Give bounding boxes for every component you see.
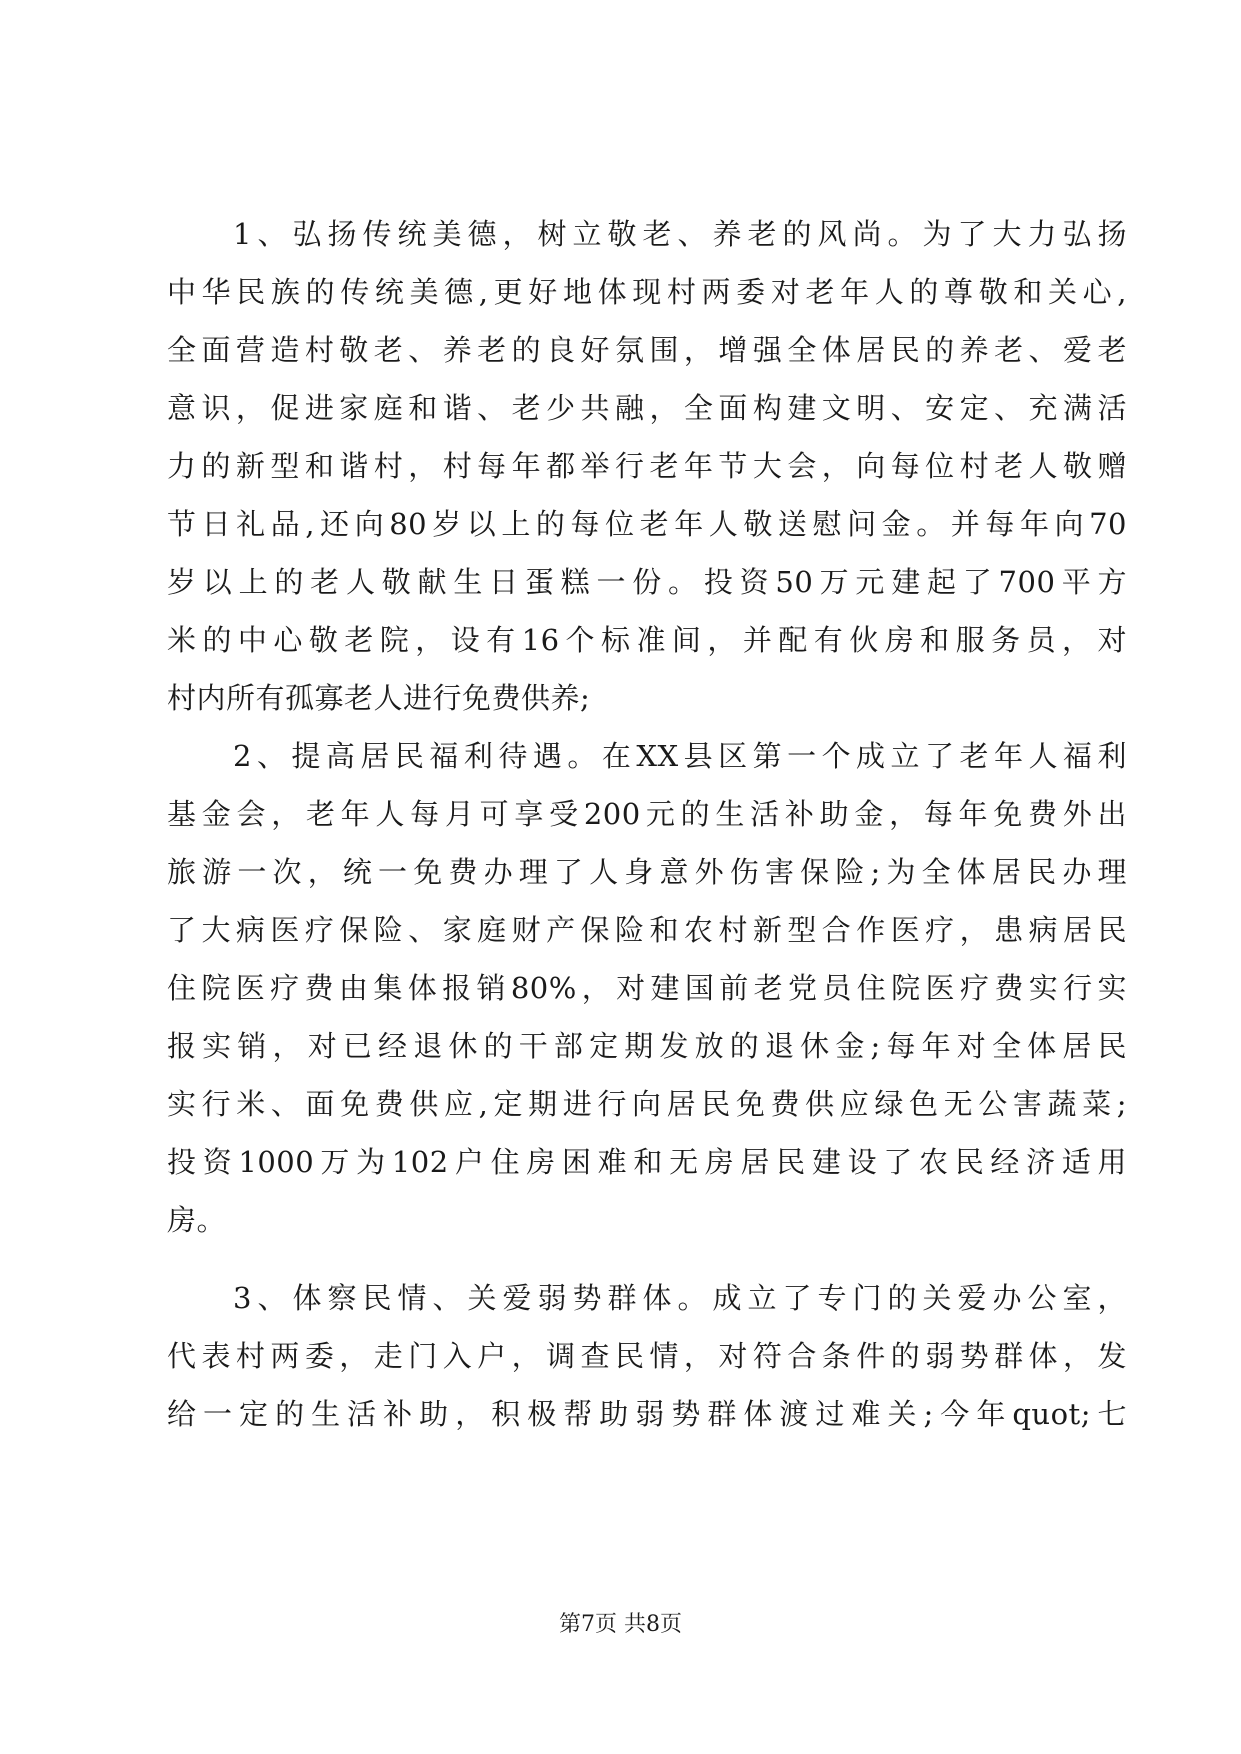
text-line: 1、弘扬传统美德，树立敬老、养老的风尚。为了大力弘扬: [233, 217, 1127, 251]
text-line: 了大病医疗保险、家庭财产保险和农村新型合作医疗，患病居民: [167, 913, 1127, 947]
text-line: 3、体察民情、关爱弱势群体。成立了专门的关爱办公室，: [233, 1281, 1127, 1315]
text-line: 意识，促进家庭和谐、老少共融，全面构建文明、安定、充满活: [167, 391, 1127, 425]
text-line: 住院医疗费由集体报销80%，对建国前老党员住院医疗费实行实: [167, 971, 1127, 1005]
text-line: 代表村两委，走门入户，调查民情，对符合条件的弱势群体，发: [167, 1339, 1127, 1373]
text-line: 房。: [167, 1203, 227, 1237]
text-line: 中华民族的传统美德,更好地体现村两委对老年人的尊敬和关心,: [167, 275, 1127, 309]
text-line: 基金会，老年人每月可享受200元的生活补助金，每年免费外出: [167, 797, 1127, 831]
text-line: 节日礼品,还向80岁以上的每位老年人敬送慰问金。并每年向70: [167, 507, 1127, 541]
text-line: 给一定的生活补助，积极帮助弱势群体渡过难关;今年quot;七: [167, 1397, 1127, 1431]
text-line: 2、提高居民福利待遇。在XX县区第一个成立了老年人福利: [233, 739, 1127, 773]
text-line: 力的新型和谐村，村每年都举行老年节大会，向每位村老人敬赠: [167, 449, 1127, 483]
text-line: 全面营造村敬老、养老的良好氛围，增强全体居民的养老、爱老: [167, 333, 1127, 367]
text-line: 投资1000万为102户住房困难和无房居民建设了农民经济适用: [167, 1145, 1127, 1179]
text-line: 旅游一次，统一免费办理了人身意外伤害保险;为全体居民办理: [167, 855, 1127, 889]
text-line: 岁以上的老人敬献生日蛋糕一份。投资50万元建起了700平方: [167, 565, 1127, 599]
page-number-footer: 第7页 共8页: [559, 1612, 682, 1637]
text-line: 报实销，对已经退休的干部定期发放的退休金;每年对全体居民: [167, 1029, 1127, 1063]
text-line: 实行米、面免费供应,定期进行向居民免费供应绿色无公害蔬菜;: [167, 1087, 1127, 1121]
text-line: 村内所有孤寡老人进行免费供养;: [167, 681, 591, 715]
text-line: 米的中心敬老院，设有16个标准间，并配有伙房和服务员，对: [167, 623, 1127, 657]
